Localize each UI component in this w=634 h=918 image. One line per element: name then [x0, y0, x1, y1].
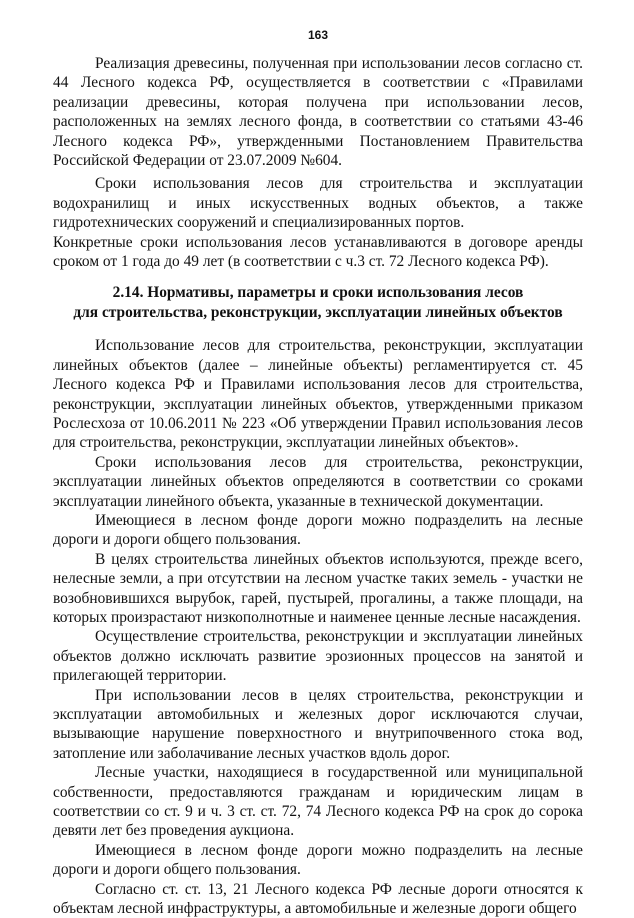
- document-page: [53, 28, 583, 918]
- section-heading-line-2: для строительства, реконструкции, эксплуатации линейных объектов: [73, 303, 563, 321]
- section-heading: [53, 283, 583, 322]
- paragraph-lease-terms: Конкретные сроки использования лесов устанавливаются в договоре аренды сроком от 1 года до 49 лет (в соответствии с ч.3 ст. 72 Лесного кодекса РФ).: [53, 233, 583, 271]
- paragraph-linear-objects-regulation: Использование лесов для строительства, реконструкции, эксплуатации линейных объектов (далее – линейные объекты) регламентируется ст. 45 Лесного кодекса РФ и Правилами использования лесов для строительства, реконструкции, эксплуатации линейных объектов, утвержденными приказом Рослесхоза от 10.06.2011 № 223 «Об утверждении Правил использования лесов для строительства, реконструкции, эксплуатации линейных объектов».: [53, 337, 583, 452]
- paragraph-reservoir-terms: Сроки использования лесов для строительства и эксплуатации водохранилищ и иных искусственных водных объектов, а также гидротехнических сооружений и специализированных портов.: [53, 175, 583, 232]
- paragraph-land-provision: Лесные участки, находящиеся в государственной или муниципальной собственности, предоставляются гражданам и юридическим лицам в соответствии со ст. 9 и ч. 3 ст. ст. 72, 74 Лесного кодекса РФ на срок до сорока девяти лет без проведения аукциона.: [53, 764, 583, 840]
- paragraph-roads-classification: Имеющиеся в лесном фонде дороги можно подразделить на лесные дороги и дороги общего пользования.: [53, 511, 583, 549]
- paragraph-land-priority: В целях строительства линейных объектов используются, прежде всего, нелесные земли, а при отсутствии на лесном участке таких земель - участки не возобновившихся вырубок, гарей, пустырей, прогалины, а также площади, на которых произрастают низкополнотные и наименее ценные лесные насаждения.: [53, 550, 583, 626]
- paragraph-road-construction: При использовании лесов в целях строительства, реконструкции и эксплуатации автомобильных и железных дорог исключаются случаи, вызывающие нарушение поверхностного и внутрипочвенного стока вод, затопление или заболачивание лесных участков вдоль дорог.: [53, 686, 583, 762]
- paragraph-roads-classification-repeat: Имеющиеся в лесном фонде дороги можно подразделить на лесные дороги и дороги общего пользования.: [53, 841, 583, 879]
- section-heading-line-1: 2.14. Нормативы, параметры и сроки использования лесов: [112, 284, 524, 302]
- paragraph-linear-objects-terms: Сроки использования лесов для строительства, реконструкции, эксплуатации линейных объектов определяются в соответствии со сроками эксплуатации линейного объекта, указанные в технической документации.: [53, 453, 583, 510]
- page-number: 163: [307, 28, 329, 42]
- paragraph-forest-infrastructure: Согласно ст. ст. 13, 21 Лесного кодекса РФ лесные дороги относятся к объектам лесной инфраструктуры, а автомобильные и железные дороги общего: [53, 880, 583, 918]
- paragraph-timber-sale: Реализация древесины, полученная при использовании лесов согласно ст. 44 Лесного кодекса РФ, осуществляется в соответствии с «Правилами реализации древесины, которая получена при использовании лесов, расположенных на землях лесного фонда, в соответствии со статьями 43-46 Лесного кодекса РФ», утвержденными Постановлением Правительства Российской Федерации от 23.07.2009 №604.: [53, 55, 583, 170]
- paragraph-erosion: Осуществление строительства, реконструкции и эксплуатации линейных объектов должно исключать развитие эрозионных процессов на занятой и прилегающей территории.: [53, 628, 583, 685]
